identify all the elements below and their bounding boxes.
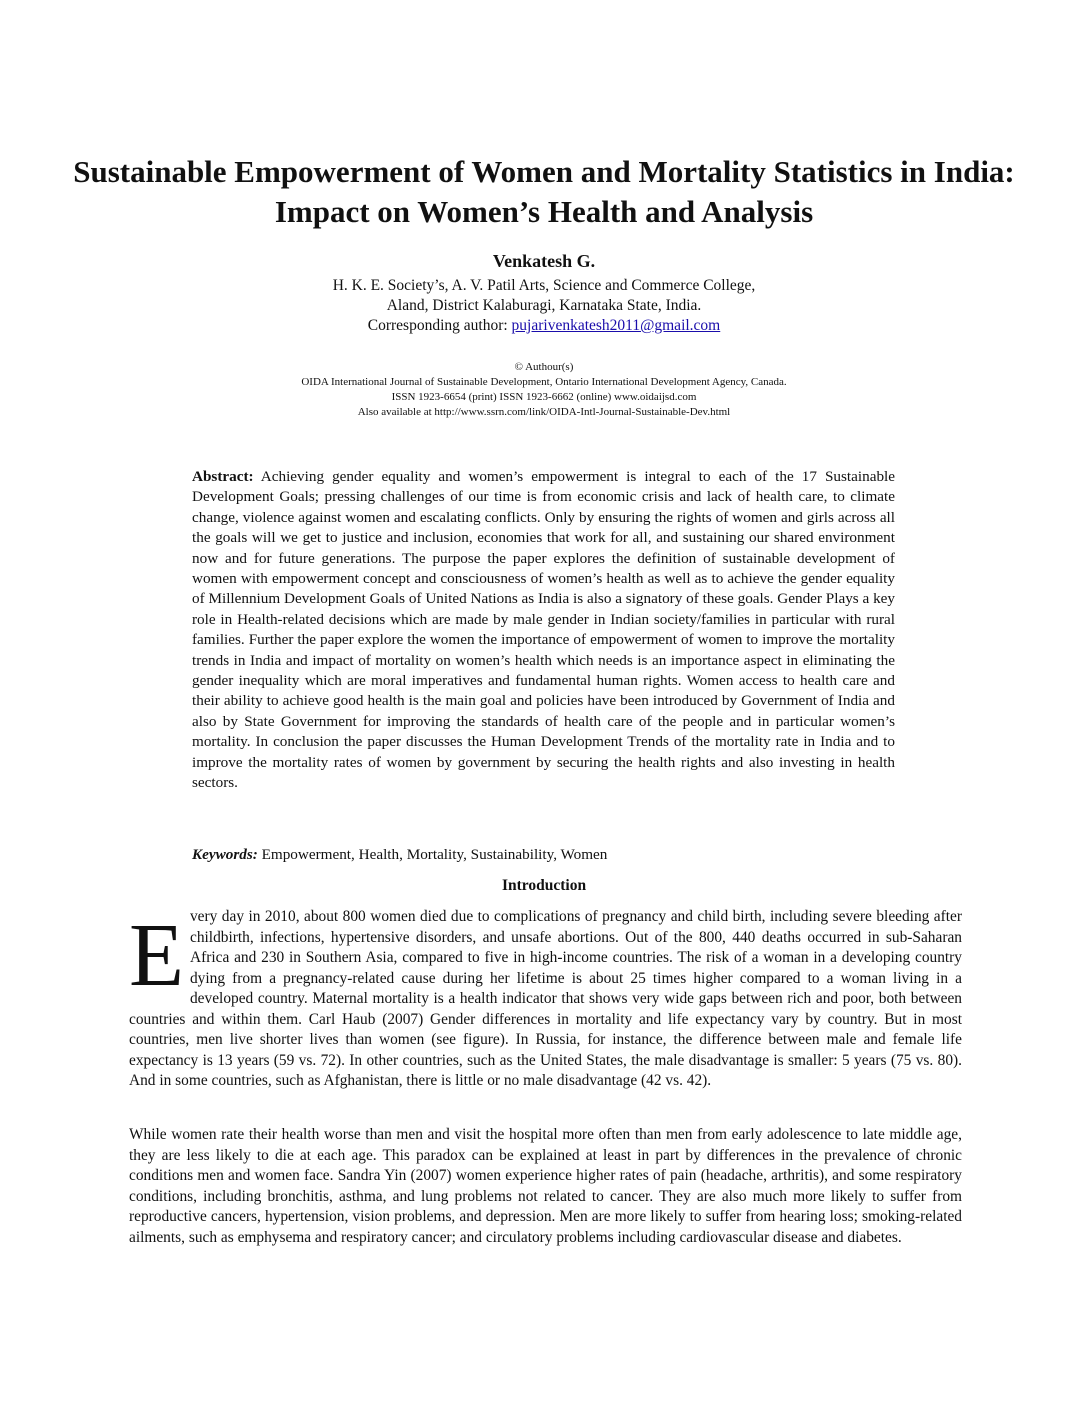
abstract-label: Abstract:	[192, 468, 254, 485]
keywords-label: Keywords:	[192, 846, 258, 863]
introduction-text-1: very day in 2010, about 800 women died due to complications of pregnancy and child birth, including severe bleeding after childbirth, infections, hypertensive disorders, and unsafe abortions. Out of the 800, 440 deaths occurred in sub-Saharan Africa and 230 in Southern Asia, compared to five in high-income countries. The risk of a woman in a developing country dying from a pregnancy-related cause during her lifetime is about 25 times higher compared to a woman living in a developed country. Maternal mortality is a health indicator that shows very wide gaps between rich and poor, both between countries and within them. Carl Haub (2007) Gender differences in mortality and life expectancy vary by country. But in most countries, men live shorter lives than women (see figure). In Russia, for instance, the difference between male and female life expectancy is 13 years (59 vs. 72). In other countries, such as the United States, the male disadvantage is smaller: 5 years (75 vs. 80). And in some countries, such as Afghanistan, there is little or no male disadvantage (42 vs. 42).	[129, 908, 962, 1089]
corresponding-author	[0, 316, 1088, 336]
affiliation-line-2: Aland, District Kalaburagi, Karnataka State, India.	[386, 297, 702, 314]
drop-cap: E	[129, 906, 184, 1005]
copyright-line: © Authour(s)	[514, 361, 574, 373]
affiliation-block	[0, 276, 1088, 336]
introduction-heading: Introduction	[501, 877, 587, 894]
issn-line: ISSN 1923-6654 (print) ISSN 1923-6662 (online) www.oidaijsd.com	[391, 391, 697, 403]
introduction-paragraph-1	[129, 907, 962, 1092]
journal-line: OIDA International Journal of Sustainable Development, Ontario International Development Agency, Canada.	[301, 376, 787, 388]
keywords-text: Empowerment, Health, Mortality, Sustainability, Women	[257, 846, 608, 863]
corresponding-label: Corresponding author:	[367, 317, 512, 334]
abstract-paragraph	[192, 467, 895, 794]
ssrn-line: Also available at http://www.ssrn.com/link/OIDA-Intl-Journal-Sustainable-Dev.html	[357, 406, 731, 418]
keywords-line	[192, 846, 895, 864]
author-email-link[interactable]: pujarivenkatesh2011@gmail.com	[511, 317, 721, 334]
introduction-paragraph-2: While women rate their health worse than men and visit the hospital more often than men from early adolescence to late middle age, they are less likely to die at each age. This paradox can be explained at least in part by differences in the prevalence of chronic conditions men and women face. Sandra Yin (2007) women experience higher rates of pain (headache, arthritis), and some respiratory conditions, including bronchitis, asthma, and lung problems not related to cancer. They are also much more likely to suffer from reproductive cancers, hypertension, vision problems, and depression. Men are more likely to suffer from hearing loss; smoking-related ailments, such as emphysema and respiratory cancer; and circulatory problems including cardiovascular disease and diabetes.	[129, 1126, 962, 1246]
abstract-text: Achieving gender equality and women’s empowerment is integral to each of the 17 Sustainable Development Goals; pressing challenges of our time is from economic crisis and lack of health care, to climate change, violence against women and escalating conflicts. Only by ensuring the rights of women and girls across all the goals will we get to justice and inclusion, economies that work for all, and sustaining our shared environment now and for future generations. The purpose the paper explores the definition of sustainable development of women with empowerment concept and consciousness of women’s health as well as to achieve the gender equality of Millennium Development Goals of United Nations as India is also a signatory of these goals. Gender Plays a key role in Health-related decisions which are made by male gender in Indian society/families in particular with rural families. Further the paper explore the women the importance of empowerment of women to improve the mortality trends in India and impact of mortality on women’s health which needs is an importance aspect in eliminating the gender inequality which are moral imperatives and fundamental human rights. Women access to health care and their ability to achieve good health is the main goal and policies have been introduced by Government of India and also by State Government for improving the standards of health care of the people and in particular women’s mortality. In conclusion the paper discusses the Human Development Trends of the mortality rate in India and to improve the mortality rates of women by government by securing the health rights and also investing in health sectors.	[192, 468, 895, 792]
paper-title: Sustainable Empowerment of Women and Mortality Statistics in India: Impact on Women’s Health and Analysis	[73, 154, 1015, 229]
publication-info	[0, 360, 1088, 420]
affiliation-line-1: H. K. E. Society’s, A. V. Patil Arts, Science and Commerce College,	[332, 277, 756, 294]
author-name: Venkatesh G.	[492, 251, 596, 271]
